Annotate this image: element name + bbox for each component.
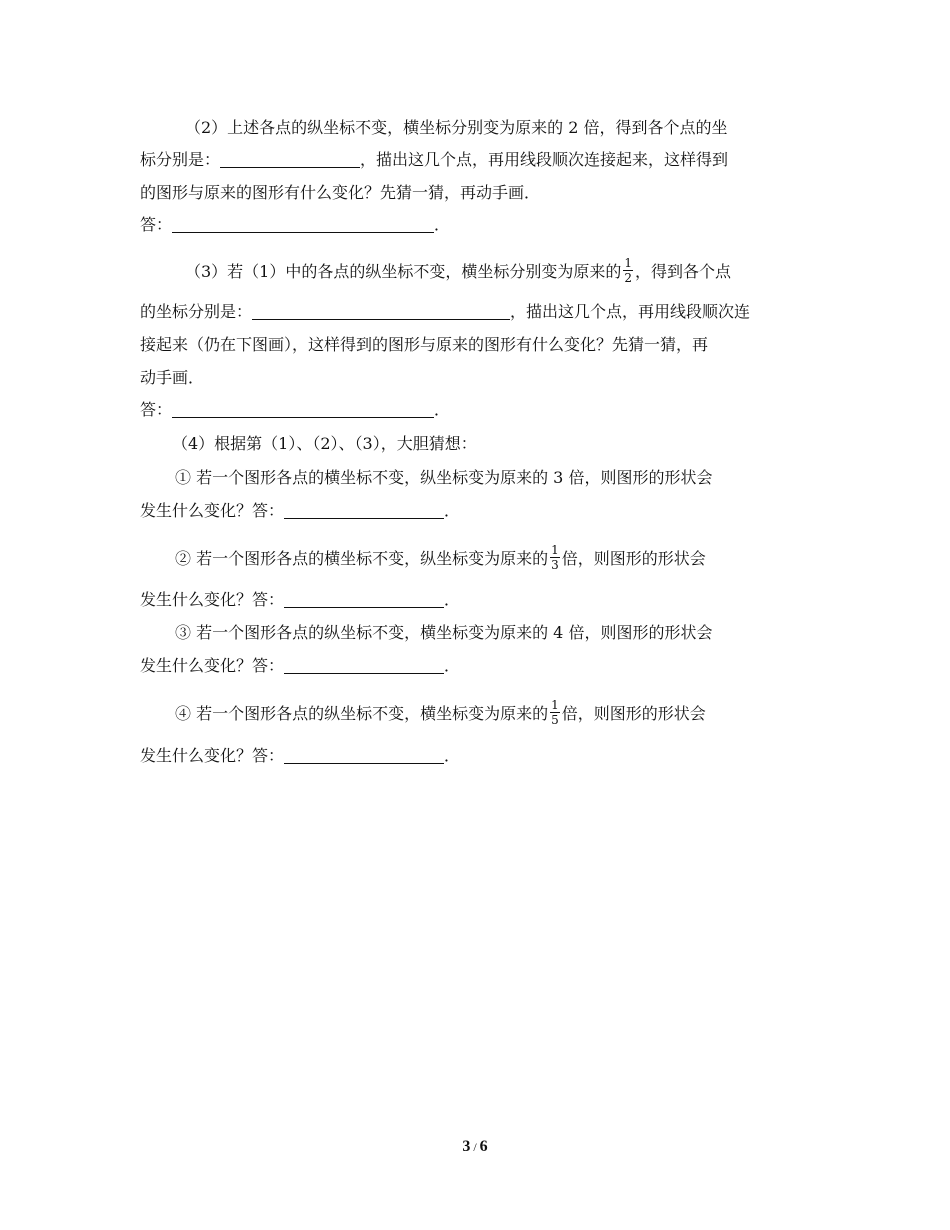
q4-item-4-fraction-numerator: 1 xyxy=(551,698,559,712)
q3-fraction-denominator: 2 xyxy=(624,271,633,285)
q3-answer-blank[interactable] xyxy=(172,401,434,418)
q2-line-1-text: （2）上述各点的纵坐标不变，横坐标分别变为原来的 2 倍，得到各个点的坐 xyxy=(185,118,728,137)
q4-item-2-answer-blank[interactable] xyxy=(284,591,444,608)
q4-item-1-line-1 xyxy=(175,468,712,488)
q3-line-2-pre: 的坐标分别是： xyxy=(140,302,253,321)
q2-answer xyxy=(140,215,450,235)
q4-item-4-line-2 xyxy=(140,746,460,766)
q3-line-1-pre: （3）若（1）中的各点的纵坐标不变，横坐标分别变为原来的 xyxy=(185,262,622,281)
q2-line-3-text: 的图形与原来的图形有什么变化？先猜一猜，再动手画． xyxy=(140,183,541,202)
q4-intro-text: （4）根据第（1）、（2）、（3），大胆猜想： xyxy=(172,434,477,453)
q4-item-3-text: ③ 若一个图形各点的纵坐标不变，横坐标变为原来的 4 倍，则图形的形状会 xyxy=(175,623,713,642)
q3-answer-end: ． xyxy=(434,400,451,419)
q2-coordinates-blank[interactable] xyxy=(220,151,360,168)
q3-line-1-post: ，得到各个点 xyxy=(635,262,732,281)
page-number xyxy=(0,1138,950,1156)
q4-item-1-answer-blank[interactable] xyxy=(284,502,444,519)
q3-line-3-text: 接起来（仍在下图画），这样得到的图形与原来的图形有什么变化？先猜一猜，再 xyxy=(140,335,709,354)
q2-line-1 xyxy=(185,118,728,138)
q4-item-2-text-post: 倍，则图形的形状会 xyxy=(561,549,706,568)
q3-line-3 xyxy=(140,335,708,355)
q3-coordinates-blank[interactable] xyxy=(252,303,510,320)
q4-item-1-question: 发生什么变化？答： xyxy=(140,501,285,520)
q4-item-1-text: ① 若一个图形各点的横坐标不变，纵坐标变为原来的 3 倍，则图形的形状会 xyxy=(175,468,713,487)
q3-answer xyxy=(140,400,450,420)
q4-item-3-end: ． xyxy=(444,656,461,675)
q4-item-2-fraction-numerator: 1 xyxy=(551,543,559,557)
q3-line-4-text: 动手画． xyxy=(140,368,205,387)
q3-line-2-post: ，描出这几个点，再用线段顺次连 xyxy=(510,302,751,321)
q4-item-3-question: 发生什么变化？答： xyxy=(140,656,285,675)
q2-line-2-pre: 标分别是： xyxy=(140,150,221,169)
q4-item-2-question: 发生什么变化？答： xyxy=(140,590,285,609)
q4-item-2-line-2 xyxy=(140,590,460,610)
q3-fraction xyxy=(623,256,633,285)
q4-item-4-question: 发生什么变化？答： xyxy=(140,746,285,765)
q4-item-4-answer-blank[interactable] xyxy=(284,747,444,764)
q4-item-3-answer-blank[interactable] xyxy=(284,657,444,674)
q2-line-2 xyxy=(140,150,728,170)
q4-item-2-fraction-denominator: 3 xyxy=(551,558,559,572)
q3-line-1 xyxy=(185,258,731,287)
q2-answer-blank[interactable] xyxy=(172,216,434,233)
page-current: 3 xyxy=(462,1138,471,1155)
q4-item-1-line-2 xyxy=(140,501,460,521)
q4-item-2-line-1 xyxy=(175,545,706,574)
q4-item-2-fraction xyxy=(550,543,560,572)
q4-item-3-line-2 xyxy=(140,656,460,676)
q4-item-3-line-1 xyxy=(175,623,712,643)
q2-answer-label: 答： xyxy=(140,215,173,234)
q2-line-2-post: ，描出这几个点，再用线段顺次连接起来，这样得到 xyxy=(360,150,729,169)
q4-intro xyxy=(172,434,477,454)
q4-item-4-text-post: 倍，则图形的形状会 xyxy=(561,704,706,723)
page-total: 6 xyxy=(479,1138,488,1155)
q4-item-2-text: ② 若一个图形各点的横坐标不变，纵坐标变为原来的 xyxy=(175,549,549,568)
q3-fraction-numerator: 1 xyxy=(624,256,633,270)
q4-item-4-fraction-denominator: 5 xyxy=(551,713,559,727)
q4-item-2-end: ． xyxy=(444,590,461,609)
q4-item-1-end: ． xyxy=(444,501,461,520)
q4-item-4-fraction xyxy=(550,698,560,727)
q4-item-4-text: ④ 若一个图形各点的纵坐标不变，横坐标变为原来的 xyxy=(175,704,549,723)
q2-answer-end: ． xyxy=(434,215,451,234)
q4-item-4-line-1 xyxy=(175,700,706,729)
page-separator: / xyxy=(470,1140,480,1154)
q4-item-4-end: ． xyxy=(444,746,461,765)
q2-line-3 xyxy=(140,183,540,203)
q3-line-2 xyxy=(140,302,750,322)
q3-line-4 xyxy=(140,368,204,388)
q3-answer-label: 答： xyxy=(140,400,173,419)
